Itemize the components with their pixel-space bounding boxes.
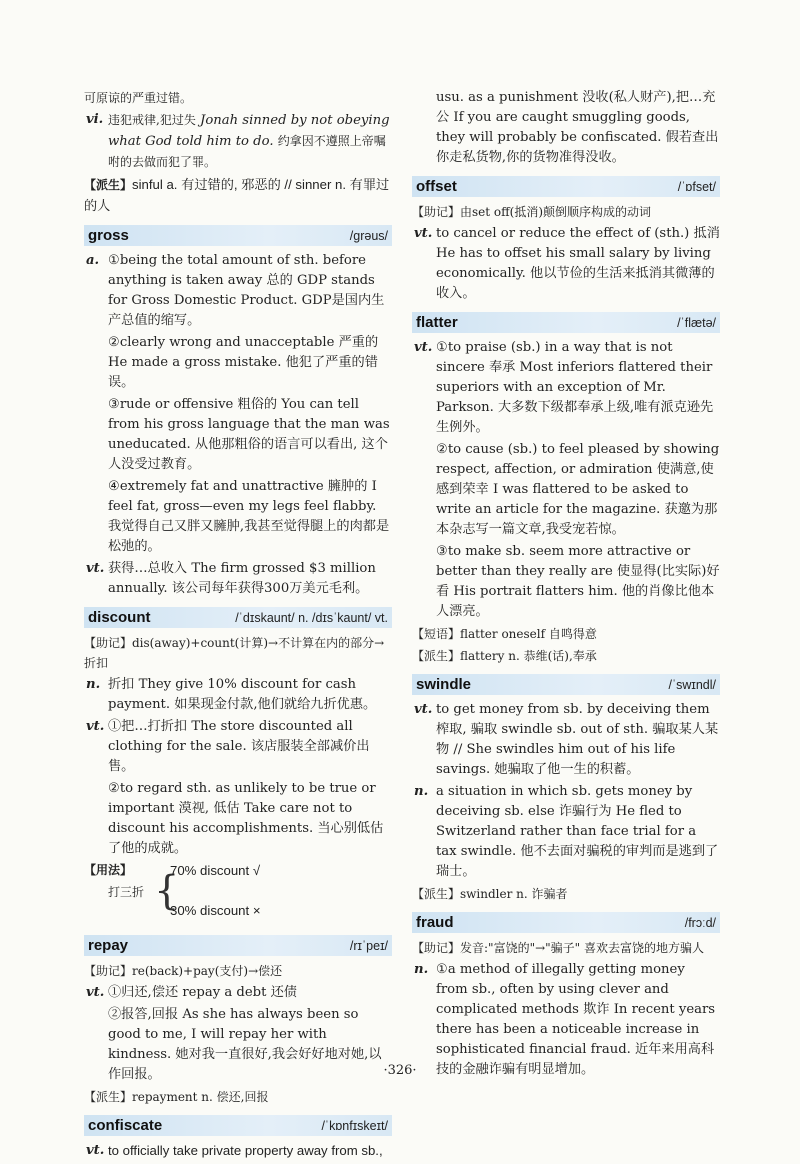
derivative: 【派生】flattery n. 恭维(话),奉承	[412, 649, 597, 663]
sense	[412, 782, 720, 882]
headword: gross	[88, 227, 129, 244]
pos-label: vt.	[86, 561, 105, 576]
phonetic: /grəus/	[349, 228, 388, 243]
right-column	[412, 88, 720, 1082]
sense: ③to make sb. seem more attractive or better than they really are 使显得(比实际)好看 His portrait flatters him. 他的肖像比他本人漂亮。	[436, 544, 720, 619]
headword: swindle	[416, 676, 472, 693]
sense: ②clearly wrong and unacceptable 严重的 He made a gross mistake. 他犯了严重的错误。	[108, 335, 379, 390]
usage-wrong: 30% discount ×	[170, 903, 261, 918]
sense	[84, 559, 392, 599]
sense	[412, 338, 720, 438]
sense	[412, 224, 720, 304]
phonetic: /rɪˈpeɪ/	[349, 938, 388, 953]
sense	[84, 717, 392, 777]
phrase: 【短语】flatter oneself 自鸣得意	[412, 627, 597, 641]
sense: ②报答,回报 As she has always been so good to me, I will repay her with kindness. 她对我一直很好,我会好好地对她,以作回报。	[108, 1007, 382, 1082]
entry-continuation	[84, 88, 392, 217]
headword: fraud	[416, 914, 454, 931]
entry-header-discount	[84, 607, 392, 628]
headword: confiscate	[88, 1117, 163, 1134]
tag-label: 【用法】	[84, 863, 133, 877]
sense-text: ①归还,偿还 repay a debt 还债	[108, 985, 297, 1000]
sense-text: ①把…打折扣 The store discounted all clothing for the sale. 该店服装全部减价出售。	[108, 719, 370, 774]
mnemonic: 【助记】由set off(抵消)颠倒顺序构成的动词	[412, 205, 652, 219]
headword: repay	[88, 937, 129, 954]
headword: discount	[88, 609, 151, 626]
headword: flatter	[416, 314, 458, 331]
pos-label: vt.	[86, 1143, 105, 1158]
pos-label: vt.	[414, 226, 433, 241]
sense: ②to cause (sb.) to feel pleased by showing respect, affection, or admiration 使满意,使感到荣幸 I was flattered to be asked to write an article for the magazine. 获邀为那本杂志写一篇文章,我受宠若惊。	[436, 442, 720, 537]
entry-header-offset	[412, 176, 720, 197]
derivative-text: sinful a. 有过错的, 邪恶的 // sinner n. 有罪过的人	[84, 177, 390, 213]
sense: ③rude or offensive 粗俗的 You can tell from his gross language that the man was uneducated. 从他那粗俗的语言可以看出, 这个人没受过教育。	[108, 397, 390, 472]
pos-label: a.	[86, 253, 100, 268]
entry-header-confiscate	[84, 1115, 392, 1136]
tag-label: 【派生】	[84, 178, 133, 192]
phonetic: /ˈflætə/	[677, 315, 716, 330]
sense-text: to officially take private property away from sb.,	[108, 1143, 383, 1158]
phonetic: /frɔːd/	[684, 915, 716, 930]
example-cn: 约拿因不遵照上帝嘱咐的去做而犯了罪。	[108, 134, 386, 169]
sense	[84, 983, 392, 1003]
sense-text: ①a method of illegally getting money from sb., often by using clever and complicated methods 欺诈 In recent years there has been a noticeable increase in sophisticated financial fraud. 近年来用高科技的金融诈骗有明显增加。	[436, 962, 716, 1077]
phonetic: /ˈkɒnfɪskeɪt/	[321, 1118, 388, 1133]
sense-text: ①being the total amount of sth. before anything is taken away 总的 GDP stands for Gross Domestic Product. GDP是国内生产总值的缩写。	[108, 253, 385, 328]
entry-header-swindle	[412, 674, 720, 695]
mnemonic: 【助记】dis(away)+count(计算)→不计算在内的部分→折扣	[84, 636, 385, 670]
sense-continuation: usu. as a punishment 没收(私人财产),把…充公 If you are caught smuggling goods, they will probably be confiscated. 假若查出你走私货物,你的货物准得没收。	[436, 90, 719, 165]
usage-box	[84, 861, 392, 927]
page-number: ·326·	[383, 1063, 417, 1078]
sense	[412, 700, 720, 780]
left-column	[84, 88, 392, 1164]
sense-text: ①to praise (sb.) in a way that is not sincere 奉承 Most inferiors flattered their superiors with an exception of Mr. Parkson. 大多数下级都奉承上级,唯有派克逊先生例外。	[436, 340, 714, 435]
pos-label: vt.	[414, 702, 433, 717]
phonetic: /ˈdɪskaunt/ n. /dɪsˈkaunt/ vt.	[235, 610, 388, 625]
sense-text: a situation in which sb. gets money by deceiving sb. else 诈骗行为 He fled to Switzerland rather than face trial for a tax swindle. 他不去面对骗税的审判而是逃到了瑞士。	[436, 784, 719, 879]
derivative: 【派生】repayment n. 偿还,回报	[84, 1090, 269, 1104]
sense-text: to cancel or reduce the effect of (sth.) 抵消 He has to offset his small salary by living economically. 他以节俭的生活来抵消其微薄的收入。	[436, 226, 720, 301]
sense	[84, 675, 392, 715]
pos-label: n.	[414, 784, 429, 799]
sense-text: 折扣 They give 10% discount for cash payment. 如果现金付款,他们就给九折优惠。	[108, 677, 377, 712]
sense-cn: 违犯戒律,犯过失	[108, 113, 196, 127]
brace-icon: {	[154, 868, 180, 914]
text-line: 可原谅的严重过错。	[84, 91, 193, 105]
pos-label: n.	[414, 962, 429, 977]
pos-label: vt.	[86, 985, 105, 1000]
derivative	[84, 175, 392, 217]
phonetic: /ˈɒfset/	[677, 179, 716, 194]
phonetic: /ˈswɪndl/	[668, 677, 716, 692]
sense	[84, 251, 392, 331]
usage-label: 打三折	[108, 885, 145, 899]
pos-label: vt.	[414, 340, 433, 355]
mnemonic: 【助记】re(back)+pay(支付)→偿还	[84, 964, 283, 978]
sense	[84, 1141, 392, 1162]
example-en: Jonah sinned by not obeying what God told him to do.	[108, 113, 390, 149]
sense: ②to regard sth. as unlikely to be true or important 漠视, 低估 Take care not to discount his accomplishments. 当心别低估了他的成就。	[108, 781, 384, 856]
sense-text: 获得…总收入 The firm grossed $3 million annually. 该公司每年获得300万美元毛利。	[108, 561, 376, 596]
entry-header-gross	[84, 225, 392, 246]
headword: offset	[416, 178, 457, 195]
sense-text: to get money from sb. by deceiving them 榨取, 骗取 swindle sb. out of sth. 骗取某人某物 // She swindles him out of his life savings. 她骗取了他一生的积蓄。	[436, 702, 719, 777]
sense: ④extremely fat and unattractive 臃肿的 I feel fat, gross—even my legs feel flabby. 我觉得自己又胖又臃肿,我甚至觉得腿上的肉都是松弛的。	[108, 479, 390, 554]
mnemonic: 【助记】发音:"富饶的"→"骗子" 喜欢去富饶的地方骗人	[412, 941, 704, 955]
pos-label: vi.	[86, 112, 104, 127]
entry-header-flatter	[412, 312, 720, 333]
sense	[84, 110, 392, 173]
pos-label: n.	[86, 677, 101, 692]
sense	[412, 960, 720, 1080]
usage-correct: 70% discount √	[170, 863, 261, 878]
entry-header-fraud	[412, 912, 720, 933]
entry-header-repay	[84, 935, 392, 956]
pos-label: vt.	[86, 719, 105, 734]
derivative: 【派生】swindler n. 诈骗者	[412, 887, 568, 901]
